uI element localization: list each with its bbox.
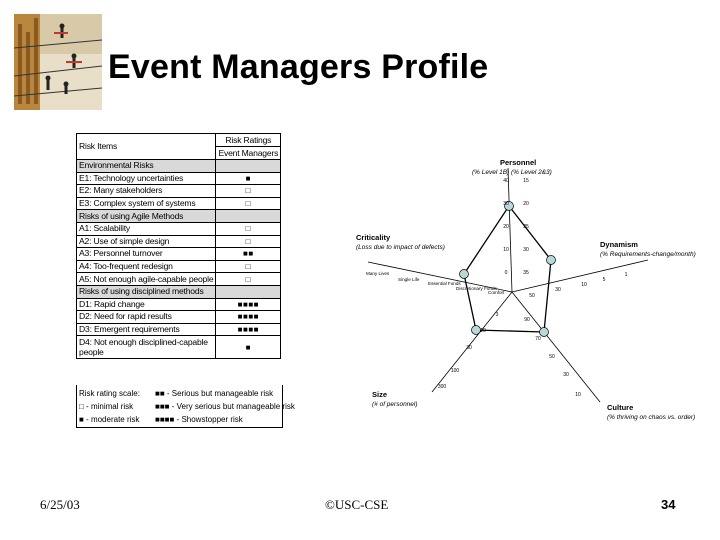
- risk-ratings-table: [76, 133, 281, 359]
- risk-ratings-header: Risk Ratings: [216, 134, 281, 147]
- event-managers-header: Event Managers: [216, 147, 281, 160]
- risk-item-label: D3: Emergent requirements: [77, 323, 216, 336]
- risk-item-label: D4: Not enough disciplined-capable people: [77, 336, 216, 359]
- table-row: [77, 273, 281, 286]
- tick-label: 10: [503, 247, 509, 253]
- home-ground-polar-chart: [340, 150, 720, 430]
- profile-marker: [460, 270, 469, 279]
- table-row: [77, 197, 281, 210]
- profile-marker: [540, 328, 549, 337]
- tick-label: 30: [466, 345, 472, 351]
- tick-label: 30: [503, 201, 509, 207]
- tick-label: 35: [523, 270, 529, 276]
- footer-copyright: ©USC-CSE: [325, 497, 389, 512]
- culture-axis: [512, 292, 600, 402]
- tick-label: 300: [437, 384, 447, 390]
- personnel-axis-title: Personnel: [500, 158, 537, 167]
- tick-label: 90: [524, 317, 530, 323]
- size-axis: [432, 292, 512, 392]
- tick-label: 25: [523, 224, 529, 230]
- tick-label: 50: [529, 293, 535, 299]
- risk-rating: □: [216, 235, 281, 248]
- section-title: Environmental Risks: [77, 160, 216, 173]
- tick-label: 70: [535, 336, 541, 342]
- risk-rating: □: [216, 197, 281, 210]
- risk-item-label: D2: Need for rapid results: [77, 311, 216, 324]
- slide-title: Event Managers Profile: [108, 48, 489, 86]
- risk-rating: □: [216, 222, 281, 235]
- risk-item-label: E1: Technology uncertainties: [77, 172, 216, 185]
- table-row: [77, 248, 281, 261]
- personnel-axis: [508, 168, 512, 292]
- personnel-axis-subtitle: (% Level 1B) (% Level 2&3): [472, 169, 552, 176]
- tick-label: 40: [503, 178, 509, 184]
- risk-item-label: A1: Scalability: [77, 222, 216, 235]
- risk-item-label: E2: Many stakeholders: [77, 185, 216, 198]
- tick-label: 30: [563, 372, 569, 378]
- tick-label: 0: [504, 270, 508, 276]
- section-title: Risks of using disciplined methods: [77, 285, 216, 298]
- criticality-axis-subtitle: (Loss due to impact of defects): [356, 244, 445, 251]
- tick-label: 20: [503, 224, 509, 230]
- tick-label: 20: [523, 201, 529, 207]
- risk-rating: ■■■■: [216, 298, 281, 311]
- risk-item-label: E3: Complex system of systems: [77, 197, 216, 210]
- criticality-axis-title: Criticality: [356, 233, 391, 242]
- tick-label: 10: [581, 282, 587, 288]
- slide-number: 34: [661, 497, 676, 512]
- table-row: [77, 235, 281, 248]
- legend-very-serious: ■■■ - Very serious but manageable risk: [155, 402, 295, 411]
- tick-label: 1: [624, 272, 628, 278]
- risk-item-label: A2: Use of simple design: [77, 235, 216, 248]
- risk-item-label: D1: Rapid change: [77, 298, 216, 311]
- tick-label: 3: [495, 312, 499, 318]
- table-row: [77, 336, 281, 359]
- tick-label: 10: [480, 328, 486, 334]
- risk-items-header: Risk Items: [77, 134, 216, 160]
- size-axis-subtitle: (# of personnel): [372, 401, 418, 408]
- risk-rating: □: [216, 273, 281, 286]
- dynamism-axis-subtitle: (% Requirements-change/month): [600, 251, 696, 258]
- legend-serious: ■■ - Serious but manageable risk: [155, 389, 274, 398]
- legend-showstopper: ■■■■ - Showstopper risk: [155, 415, 243, 424]
- tick-label: 50: [549, 354, 555, 360]
- tick-label: 5: [602, 277, 606, 283]
- table-row: [77, 185, 281, 198]
- section-row: [77, 285, 281, 298]
- legend-title: Risk rating scale:: [79, 389, 140, 398]
- risk-rating-legend: [76, 385, 295, 428]
- risk-rating: ■■: [216, 248, 281, 261]
- table-header-row: [77, 134, 281, 147]
- table-row: [77, 172, 281, 185]
- profile-marker: [472, 326, 481, 335]
- section-title: Risks of using Agile Methods: [77, 210, 216, 223]
- tick-label: Single Life: [398, 277, 420, 282]
- risk-rating: □: [216, 260, 281, 273]
- culture-axis-title: Culture: [607, 403, 634, 412]
- risk-item-label: A3: Personnel turnover: [77, 248, 216, 261]
- risk-item-label: A4: Too-frequent redesign: [77, 260, 216, 273]
- risk-rating: □: [216, 185, 281, 198]
- tick-label: 10: [575, 392, 581, 398]
- legend-moderate: ■ - moderate risk: [79, 415, 140, 424]
- tick-label: 100: [450, 368, 460, 374]
- tick-label: Comfort: [488, 290, 505, 295]
- section-row: [77, 160, 281, 173]
- legend-minimal: □ - minimal risk: [79, 402, 134, 411]
- tick-label: Discretionary Funds: [456, 286, 497, 291]
- section-row: [77, 210, 281, 223]
- risk-rating: ■: [216, 172, 281, 185]
- tick-label: 30: [523, 247, 529, 253]
- tick-label: 15: [523, 178, 529, 184]
- tick-label: Many Lives: [366, 271, 390, 276]
- table-row: [77, 222, 281, 235]
- tick-label: 30: [555, 287, 561, 293]
- risk-rating: ■■■■: [216, 323, 281, 336]
- risk-rating: ■: [216, 336, 281, 359]
- footer-date: 6/25/03: [40, 497, 80, 512]
- risk-item-label: A5: Not enough agile-capable people: [77, 273, 216, 286]
- size-axis-title: Size: [372, 390, 388, 399]
- profile-marker: [547, 256, 556, 265]
- risk-rating: ■■■■: [216, 311, 281, 324]
- table-row: [77, 298, 281, 311]
- dynamism-axis-title: Dynamism: [600, 240, 638, 249]
- tick-label: Essential Funds: [428, 281, 461, 286]
- table-row: [77, 323, 281, 336]
- culture-axis-subtitle: (% thriving on chaos vs. order): [607, 414, 696, 421]
- dynamism-axis: [512, 260, 648, 292]
- tightrope-logo-image: [14, 14, 102, 110]
- table-row: [77, 311, 281, 324]
- table-row: [77, 260, 281, 273]
